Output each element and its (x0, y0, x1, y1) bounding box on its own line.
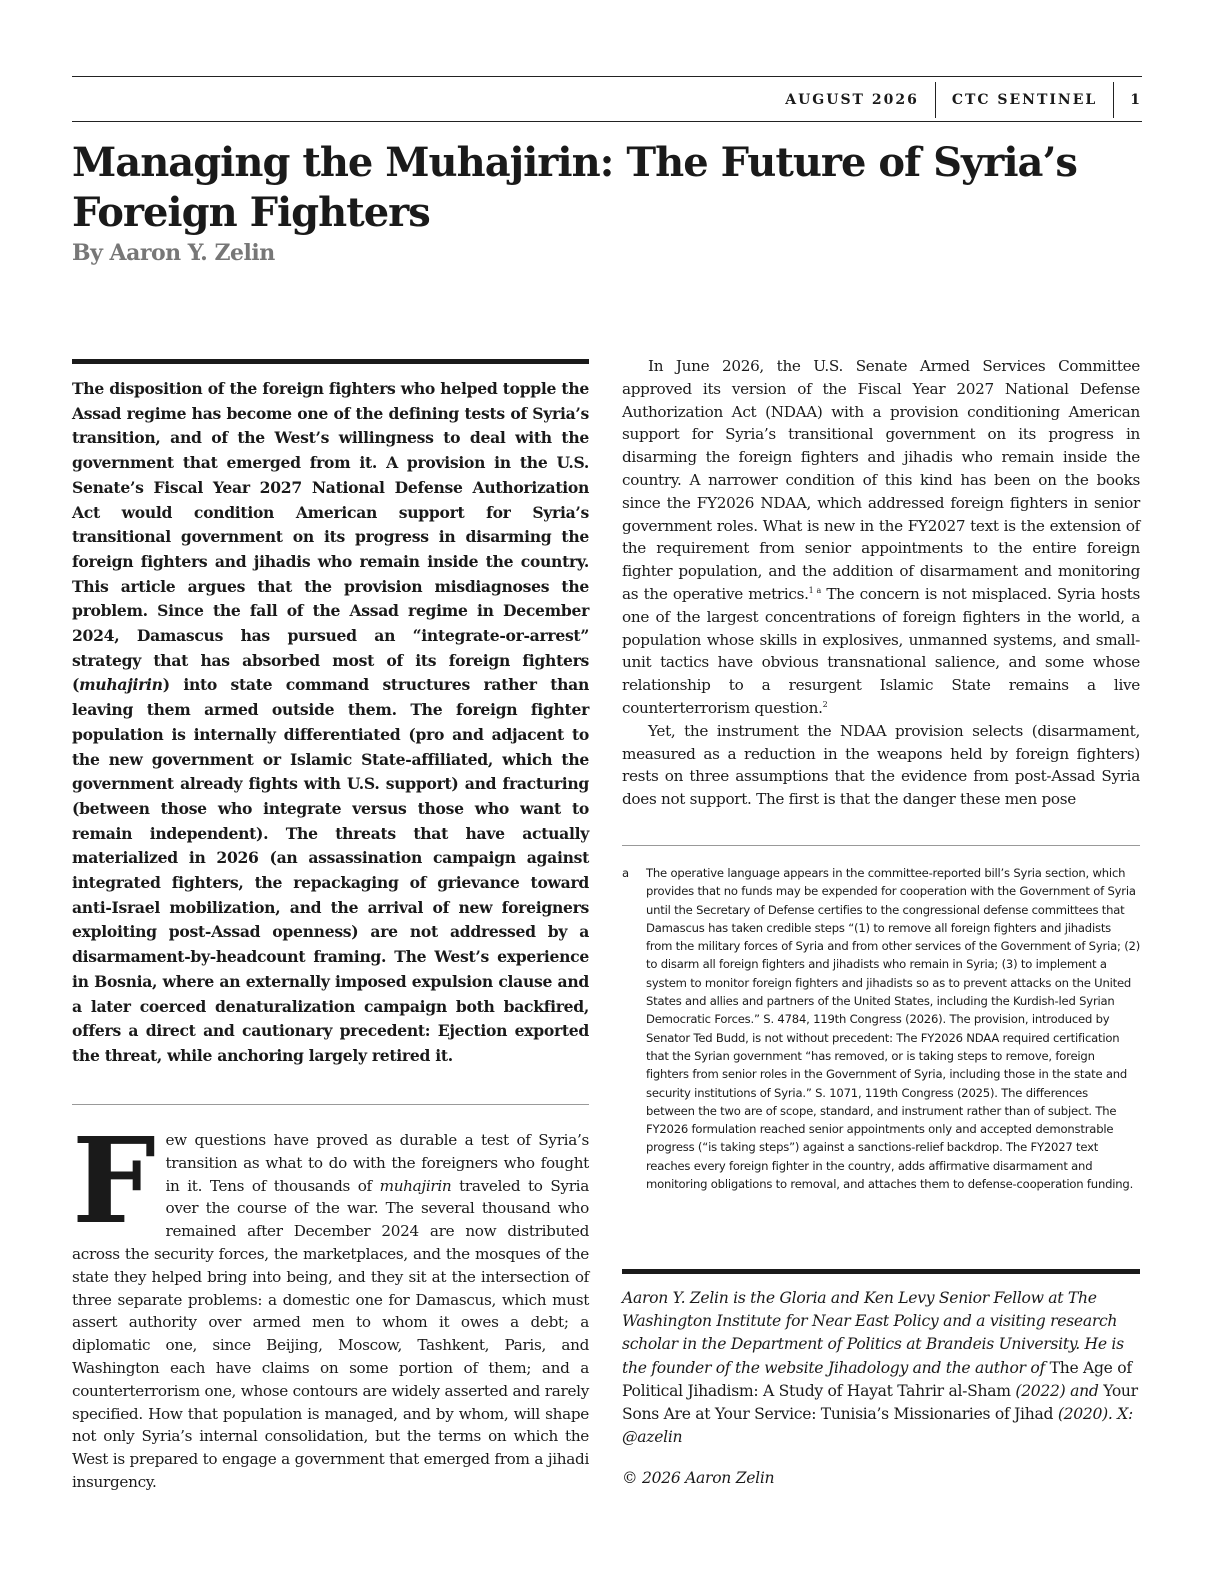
abstract-text: ) into state command structures rather than leaving them armed outside them. The foreign fighter population is internally differentiated (pro and adjacent to the new government or Islamic State-affiliated, which the government already fights with U.S. support) and fracturing (between those who integrate versus those who want to remain independent). The threats that have actually materialized in 2026 (an assassination campaign against integrated fighters, the repackaging of grievance toward anti-Israel mobilization, and the arrival of new foreigners exploiting post-Assad openness) are not addressed by a disarmament-by-headcount framing. The West’s experience in Bosnia, where an externally imposed expulsion clause and a later coerced denaturalization campaign both backfired, offers a direct and cautionary precedent: Ejection exported the threat, while anchoring largely retired it. (72, 675, 589, 1065)
abstract-bottom-rule (72, 1104, 589, 1105)
issue-date: AUGUST 2026 (785, 92, 919, 108)
body-paragraph: Yet, the instrument the NDAA provision selects (disarmament, measured as a reduction in the weapons held by foreign fighters) rests on three assumptions that the evidence from post-Assad Syria does not support. The first is that the danger these men pose (622, 721, 1140, 809)
header-bottom-rule (72, 121, 1142, 122)
page-number: 1 (1130, 92, 1142, 108)
bio-text: (2020). X: @azelin (622, 1405, 1133, 1447)
book-title: The Age of Political Jihadism: A Study of Hayat Tahrir al-Sham (622, 1358, 1132, 1400)
bio-text: Aaron Y. Zelin is the Gloria and Ken Levy Senior Fellow at The Washington Institute for Near East Policy and a visiting research scholar in the Department of Politics at Brandeis University. He is the founder of the website Jihadology and the author of (622, 1289, 1124, 1377)
bio-text: (2022) and (1010, 1381, 1104, 1400)
footnote-mark: a (622, 866, 629, 880)
author-bio (622, 1287, 1140, 1449)
abstract-italic-term: muhajirin (79, 675, 163, 695)
body-text: ew questions have proved as durable a test of Syria’s transition as what to do with the foreigners who fought in it. Tens of thousands of (165, 1131, 589, 1195)
body-text: The concern is not misplaced. Syria hosts one of the largest concentrations of foreign fighters in the world, a population whose skills in explosives, unmanned systems, and small-unit tactics have obvious transnational salience, and some whose relationship to a resurgent Islamic State remains a live counterterrorism question. (622, 584, 1140, 717)
journal-name: CTC SENTINEL (951, 92, 1098, 108)
article-abstract (72, 377, 589, 1069)
footnote (622, 864, 1140, 1193)
copyright-notice: © 2026 Aaron Zelin (622, 1469, 775, 1487)
abstract-top-rule (72, 359, 589, 364)
article-byline: By Aaron Y. Zelin (72, 240, 275, 266)
footnote-reference[interactable]: 2 (822, 699, 828, 709)
abstract-text: The disposition of the foreign fighters who helped topple the Assad regime has become one of the defining tests of Syria’s transition, and of the West’s willingness to deal with the government that emerged from it. A provision in the U.S. Senate’s Fiscal Year 2027 National Defense Authorization Act would condition American support for Syria’s transitional government on its progress in disarming the foreign fighters and jihadis who remain inside the country. This article argues that the provision misdiagnoses the problem. Since the fall of the Assad regime in December 2024, Damascus has pursued an “integrate-or-arrest” strategy that has absorbed most of its foreign fighters ( (72, 379, 589, 695)
body-text: In June 2026, the U.S. Senate Armed Services Committee approved its version of the Fiscal Year 2027 National Defense Authorization Act (NDAA) with a provision conditioning American support for Syria’s transitional government on its progress in disarming the foreign fighters and jihadis who remain inside the country. A narrower condition of this kind has been on the books since the FY2026 NDAA, which addressed foreign fighters in senior government roles. What is new in the FY2027 text is the extension of the requirement from senior appointments to the entire foreign fighter population, and the addition of disarmament and monitoring as the operative metrics. (622, 357, 1140, 603)
body-text: traveled to Syria over the course of the war. The several thousand who remained after December 2024 are now distributed across the security forces, the marketplaces, and the mosques of the state they helped bring into being, and they sit at the intersection of three separate problems: a domestic one for Damascus, which must assert authority over armed men to whom it owes a debt; a diplomatic one, since Beijing, Moscow, Tashkent, Paris, and Washington each have claims on some portion of them; and a counterterrorism one, whose contours are widely asserted and rarely specified. How that population is managed, and by whom, will shape not only Syria’s internal consolidation, but the terms on which the West is prepared to engage a government that emerged from a jihadi insurgency. (72, 1176, 589, 1491)
footnote-rule (622, 845, 1140, 846)
footnote-text: The operative language appears in the committee-reported bill’s Syria section, which provides that no funds may be expended for cooperation with the Government of Syria until the Secretary of Defense certifies to the congressional defense committees that Damascus has taken credible steps “(1) to remove all foreign fighters and jihadists from the military forces of Syria and from other services of the Government of Syria; (2) to disarm all foreign fighters and jihadists who remain in Syria; (3) to implement a system to monitor foreign fighters and jihadists so as to prevent attacks on the United States and allies and partners of the United States, including the Kurdish-led Syrian Democratic Forces.” S. 4784, 119th Congress (2026). The provision, introduced by Senator Ted Budd, is not without precedent: The FY2026 NDAA required certification that the Syrian government “has removed, or is taking steps to remove, foreign fighters from senior roles in the Government of Syria, including those in the state and security institutions of Syria.” S. 1071, 119th Congress (2025). The differences between the two are of scope, standard, and instrument rather than of subject. The FY2026 formulation reached senior appointments only and accepted demonstrable progress (“is taking steps”) against a sanctions-relief backdrop. The FY2027 text reaches every foreign fighter in the country, adds affirmative disarmament and monitoring obligations to removal, and attaches them to defense-cooperation funding. (646, 866, 1141, 1192)
body-paragraph (622, 355, 1140, 720)
author-bio-rule (622, 1269, 1140, 1274)
body-intro-paragraph (72, 1111, 589, 1494)
running-head (785, 88, 1142, 112)
running-head-divider (1113, 82, 1114, 118)
body-right-column (622, 355, 1140, 811)
book-title: Your Sons Are at Your Service: Tunisia’s Missionaries of Jihad (622, 1381, 1138, 1424)
body-italic-term: muhajirin (379, 1176, 452, 1195)
footnote-reference[interactable]: 1 a (808, 585, 821, 595)
header-top-rule (72, 76, 1142, 77)
running-head-divider (935, 82, 936, 118)
article-title: Managing the Muhajirin: The Future of Syria’s Foreign Fighters (72, 139, 1077, 236)
drop-cap: F (72, 1111, 156, 1250)
